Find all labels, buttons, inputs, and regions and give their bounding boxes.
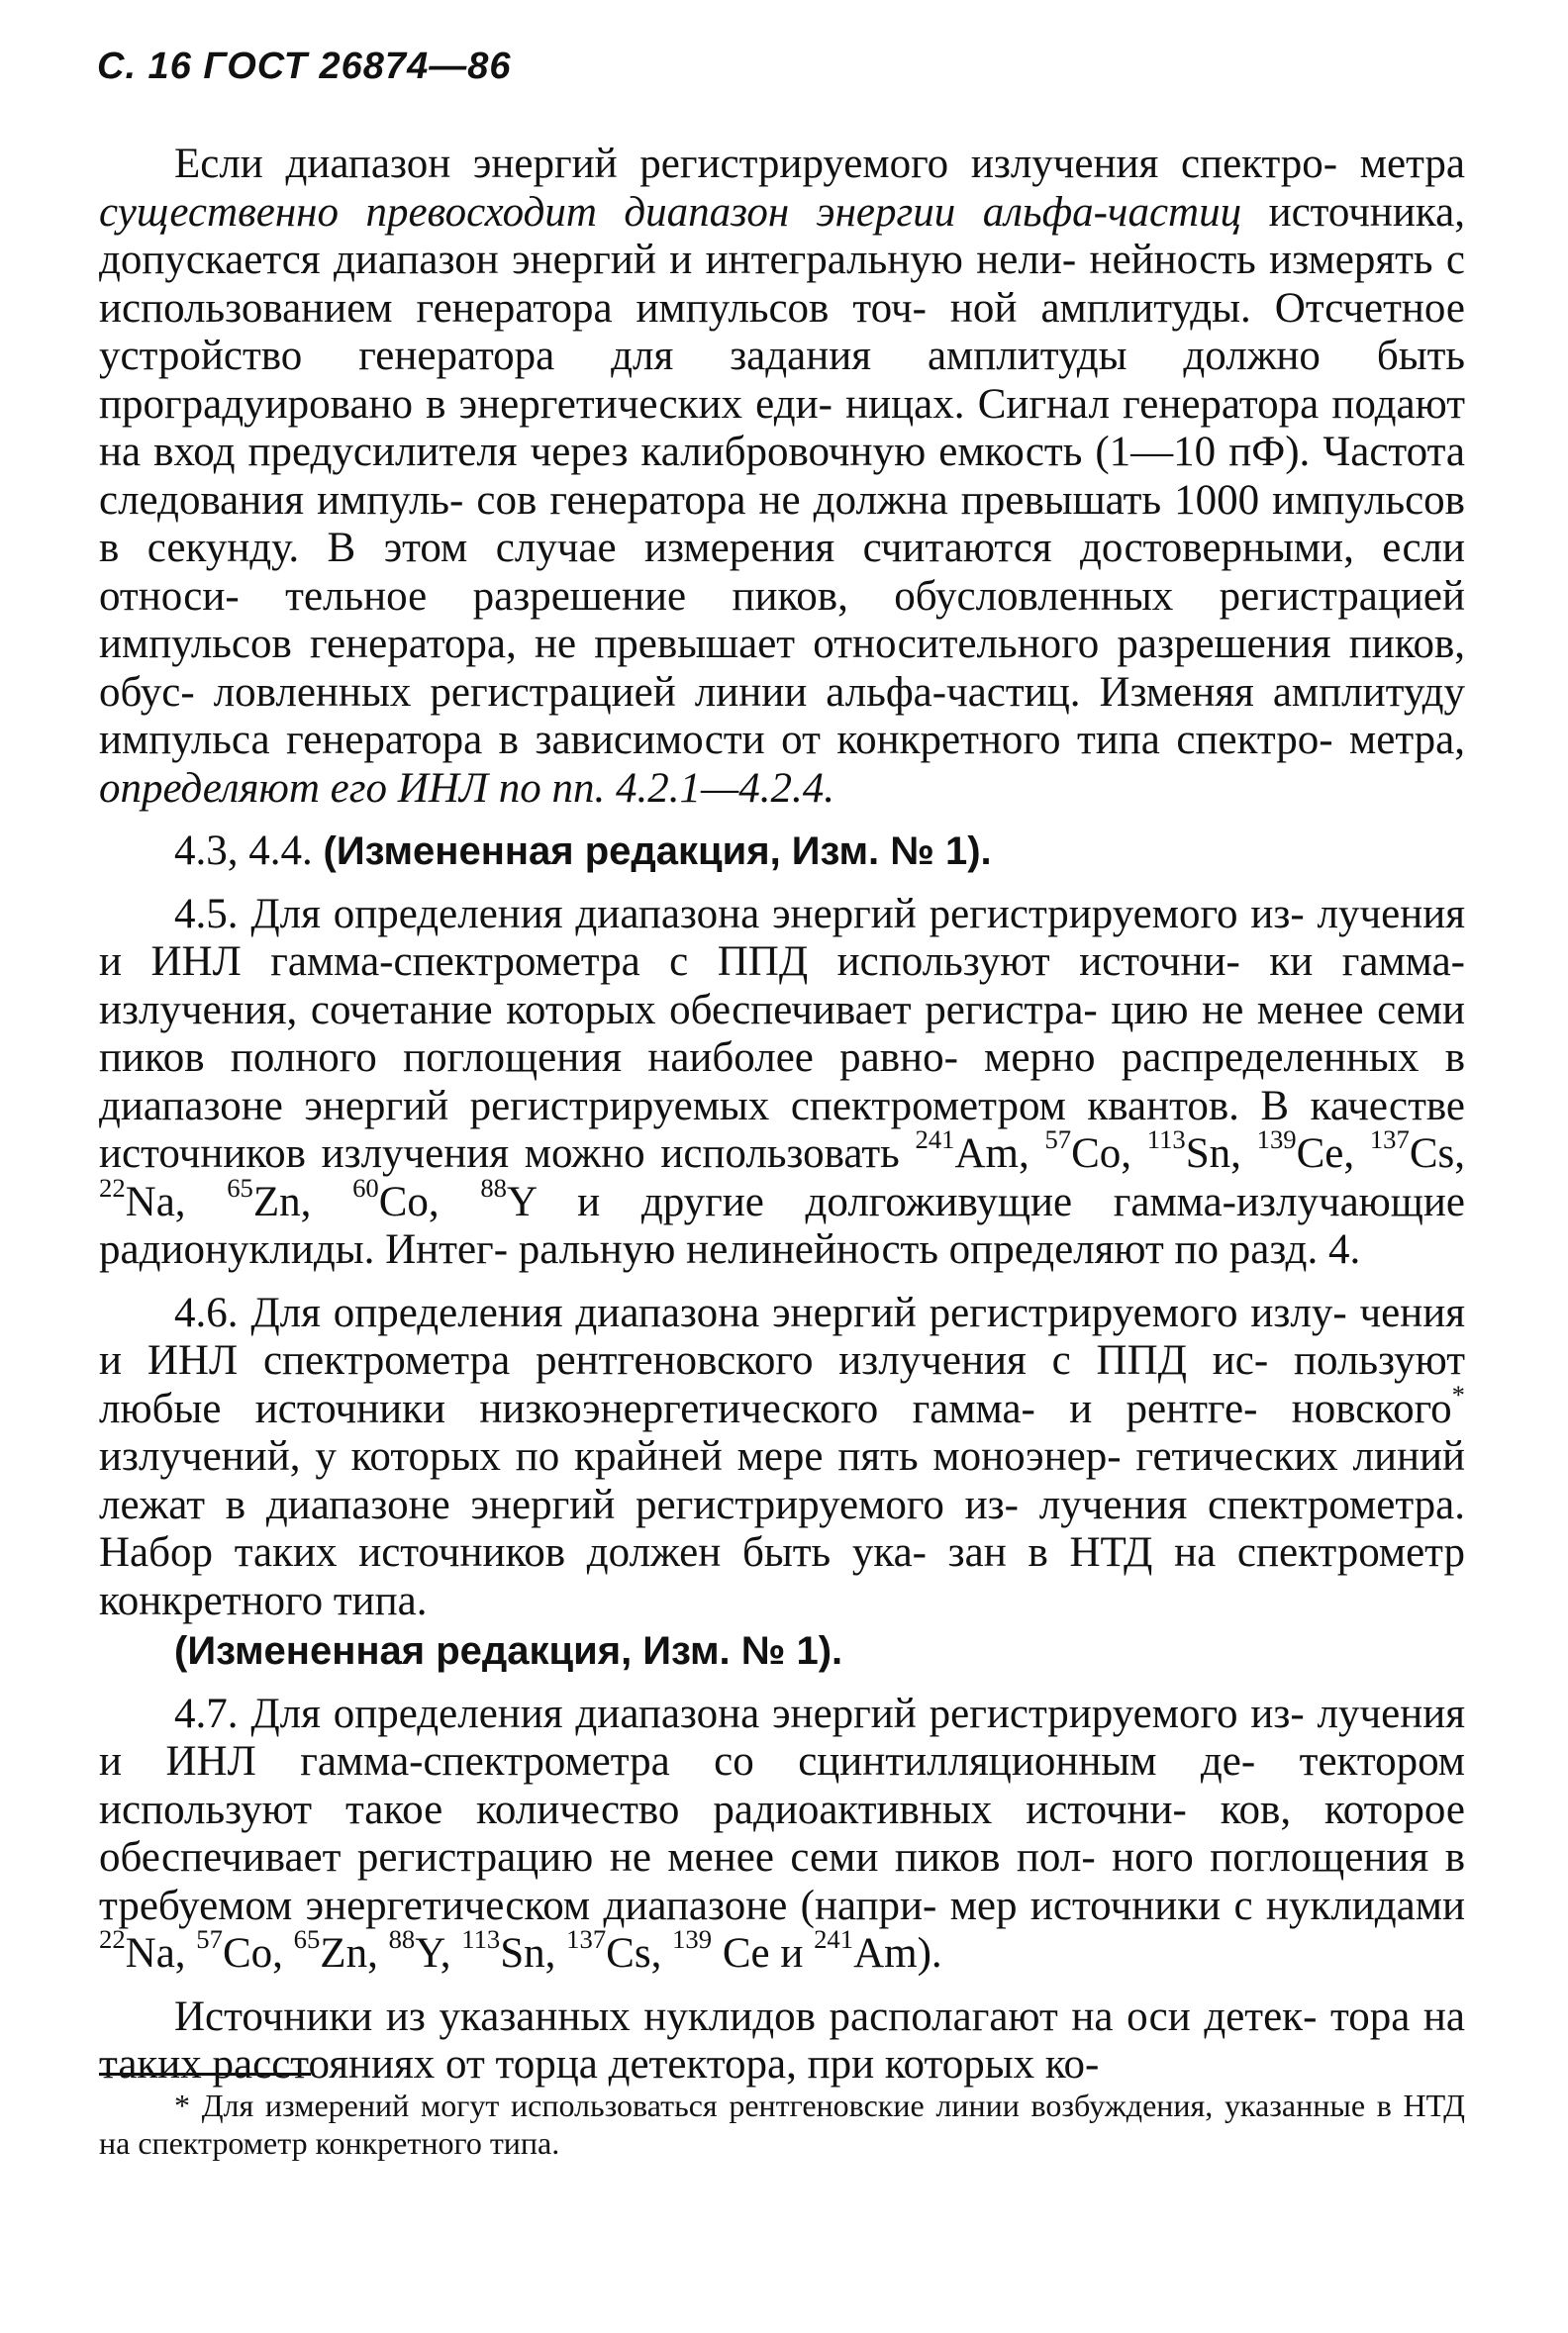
nuclide-mass: 65 <box>293 1923 321 1954</box>
nuclide-mass: 22 <box>99 1172 126 1203</box>
nuclide-symbol: Y <box>507 1178 537 1225</box>
paragraph-4-5 <box>99 891 1465 1275</box>
p2-num: 4.3, 4.4. <box>174 827 324 874</box>
p1-rest: источника, допускается диапазон энергий и интегральную нели- нейность измерять с использованием генератора импульсов точ- ной амплитуды. Отсчетное устройство генератора для задания амплитуды должно быть проградуировано в энергетических еди- ницах. Сигнал генератора подают на вход предусилителя через калибровочную емкость (1—10 пФ). Частота следования импуль- сов генератора не должна превышать 1000 импульсов в секунду. В этом случае измерения считаются достоверными, если относи- тельное разрешение пиков, обусловленных регистрацией импульсов генератора, не превышает относительного разрешения пиков, обус- ловленных регистрацией линии альфа-частиц. Изменяя амплитуду импульса генератора в зависимости от конкретного типа спектро- метра, <box>99 188 1465 763</box>
nuclide-mass: 57 <box>1044 1123 1072 1154</box>
footnote-marker: * <box>1451 1379 1465 1410</box>
revision-note: (Измененная редакция, Изм. № 1). <box>174 1629 843 1673</box>
p3-text2: и другие долгоживущие гамма-излучающие радионуклиды. Интег- ральную нелинейность определяют по разд. 4. <box>99 1178 1465 1273</box>
nuclide-symbol: Sn, <box>1185 1130 1257 1177</box>
nuclide-symbol: Na, <box>125 1178 228 1225</box>
paragraph-4-7 <box>99 1691 1465 1979</box>
p4-text2: излучений, у которых по крайней мере пять моноэнер- гетических линий лежат в диапазоне энергий регистрируемого из- лучения спектрометра. Набор таких источников должен быть ука- зан в НТД на спектрометр конкретного типа. <box>99 1433 1465 1624</box>
nuclide-mass: 60 <box>352 1172 379 1203</box>
nuclide-mass: 241 <box>814 1923 854 1954</box>
page-header: С. 16 ГОСТ 26874—86 <box>97 46 512 87</box>
nuclide-mass: 113 <box>461 1923 501 1954</box>
nuclide-symbol: Ce и <box>712 1930 815 1977</box>
nuclide-mass: 139 <box>1256 1123 1297 1154</box>
nuclide-symbol: Y, <box>415 1930 462 1977</box>
nuclide-mass: 139 <box>672 1923 713 1954</box>
nuclide-symbol: Zn, <box>320 1930 389 1977</box>
nuclide-symbol: Cs, <box>606 1930 673 1977</box>
nuclide-mass: 22 <box>99 1923 126 1954</box>
nuclide-symbol: Cs, <box>1409 1130 1465 1177</box>
paragraph-4-6 <box>99 1290 1465 1626</box>
revision-note: (Измененная редакция, Изм. № 1). <box>323 829 992 873</box>
nuclide-symbol: Co, <box>1071 1130 1147 1177</box>
nuclide-symbol: Zn, <box>252 1178 353 1225</box>
nuclide-mass: 88 <box>388 1923 416 1954</box>
body-text <box>99 141 1465 2090</box>
nuclide-mass: 241 <box>915 1123 955 1154</box>
p7-text: Источники из указанных нуклидов располагают на оси детек- тора на таких расстояниях от торца детектора, при которых ко- <box>99 1993 1465 2088</box>
nuclide-mass: 88 <box>480 1172 507 1203</box>
p1-line1: Если диапазон энергий регистрируемого излучения спектро- <box>174 141 1338 187</box>
nuclide-mass: 137 <box>566 1923 607 1954</box>
paragraph-generator-method <box>99 141 1465 813</box>
nuclide-symbol: Co, <box>378 1178 481 1225</box>
p4-text: 4.6. Для определения диапазона энергий регистрируемого излу- чения и ИНЛ спектрометра рентгеновского излучения с ППД ис- пользуют любые источники низкоэнергетического гамма- и рентге- новского <box>99 1289 1465 1432</box>
nuclide-symbol: Am). <box>853 1930 942 1977</box>
paragraph-4-3-4-4 <box>99 827 1465 876</box>
nuclide-symbol: Am, <box>954 1130 1045 1177</box>
p3-text1: 4.5. Для определения диапазона энергий регистрируемого из- лучения и ИНЛ гамма-спектрометра с ППД используют источни- ки гамма-излучения, сочетание которых обеспечивает регистра- цию не менее семи пиков полного поглощения наиболее равно- мерно распределенных в диапазоне энергий регистрируемых спектрометром квантов. В качестве источников излучения можно использовать <box>99 890 1465 1177</box>
nuclide-mass: 113 <box>1146 1123 1186 1154</box>
nuclide-mass: 65 <box>227 1172 253 1203</box>
p1-line2a: метра <box>1359 141 1465 187</box>
paragraph-revision-note <box>99 1627 1465 1676</box>
p6-text: 4.7. Для определения диапазона энергий регистрируемого из- лучения и ИНЛ гамма-спектрометра со сцинтилляционным де- тектором используют такое количество радиоактивных источни- ков, которое обеспечивает регистрацию не менее семи пиков пол- ного поглощения в требуемом энергетическом диапазоне (напри- мер источники с нуклидами <box>99 1690 1465 1929</box>
nuclide-symbol: Sn, <box>500 1930 567 1977</box>
nuclide-mass: 137 <box>1369 1123 1410 1154</box>
p1-tail: определяют его ИНЛ по пп. 4.2.1—4.2.4. <box>99 764 834 812</box>
nuclide-symbol: Co, <box>222 1930 294 1977</box>
nuclide-symbol: Na, <box>125 1930 197 1977</box>
footnote: * Для измерений могут использоваться рентгеновские линии возбуждения, указанные в НТД на спектрометр конкретного типа. <box>99 2088 1465 2161</box>
p1-line2b: существенно превосходит диапазон энергии альфа-частиц <box>99 188 1242 236</box>
footnote-divider <box>99 2073 311 2076</box>
nuclide-symbol: Ce, <box>1296 1130 1370 1177</box>
nuclide-mass: 57 <box>196 1923 223 1954</box>
